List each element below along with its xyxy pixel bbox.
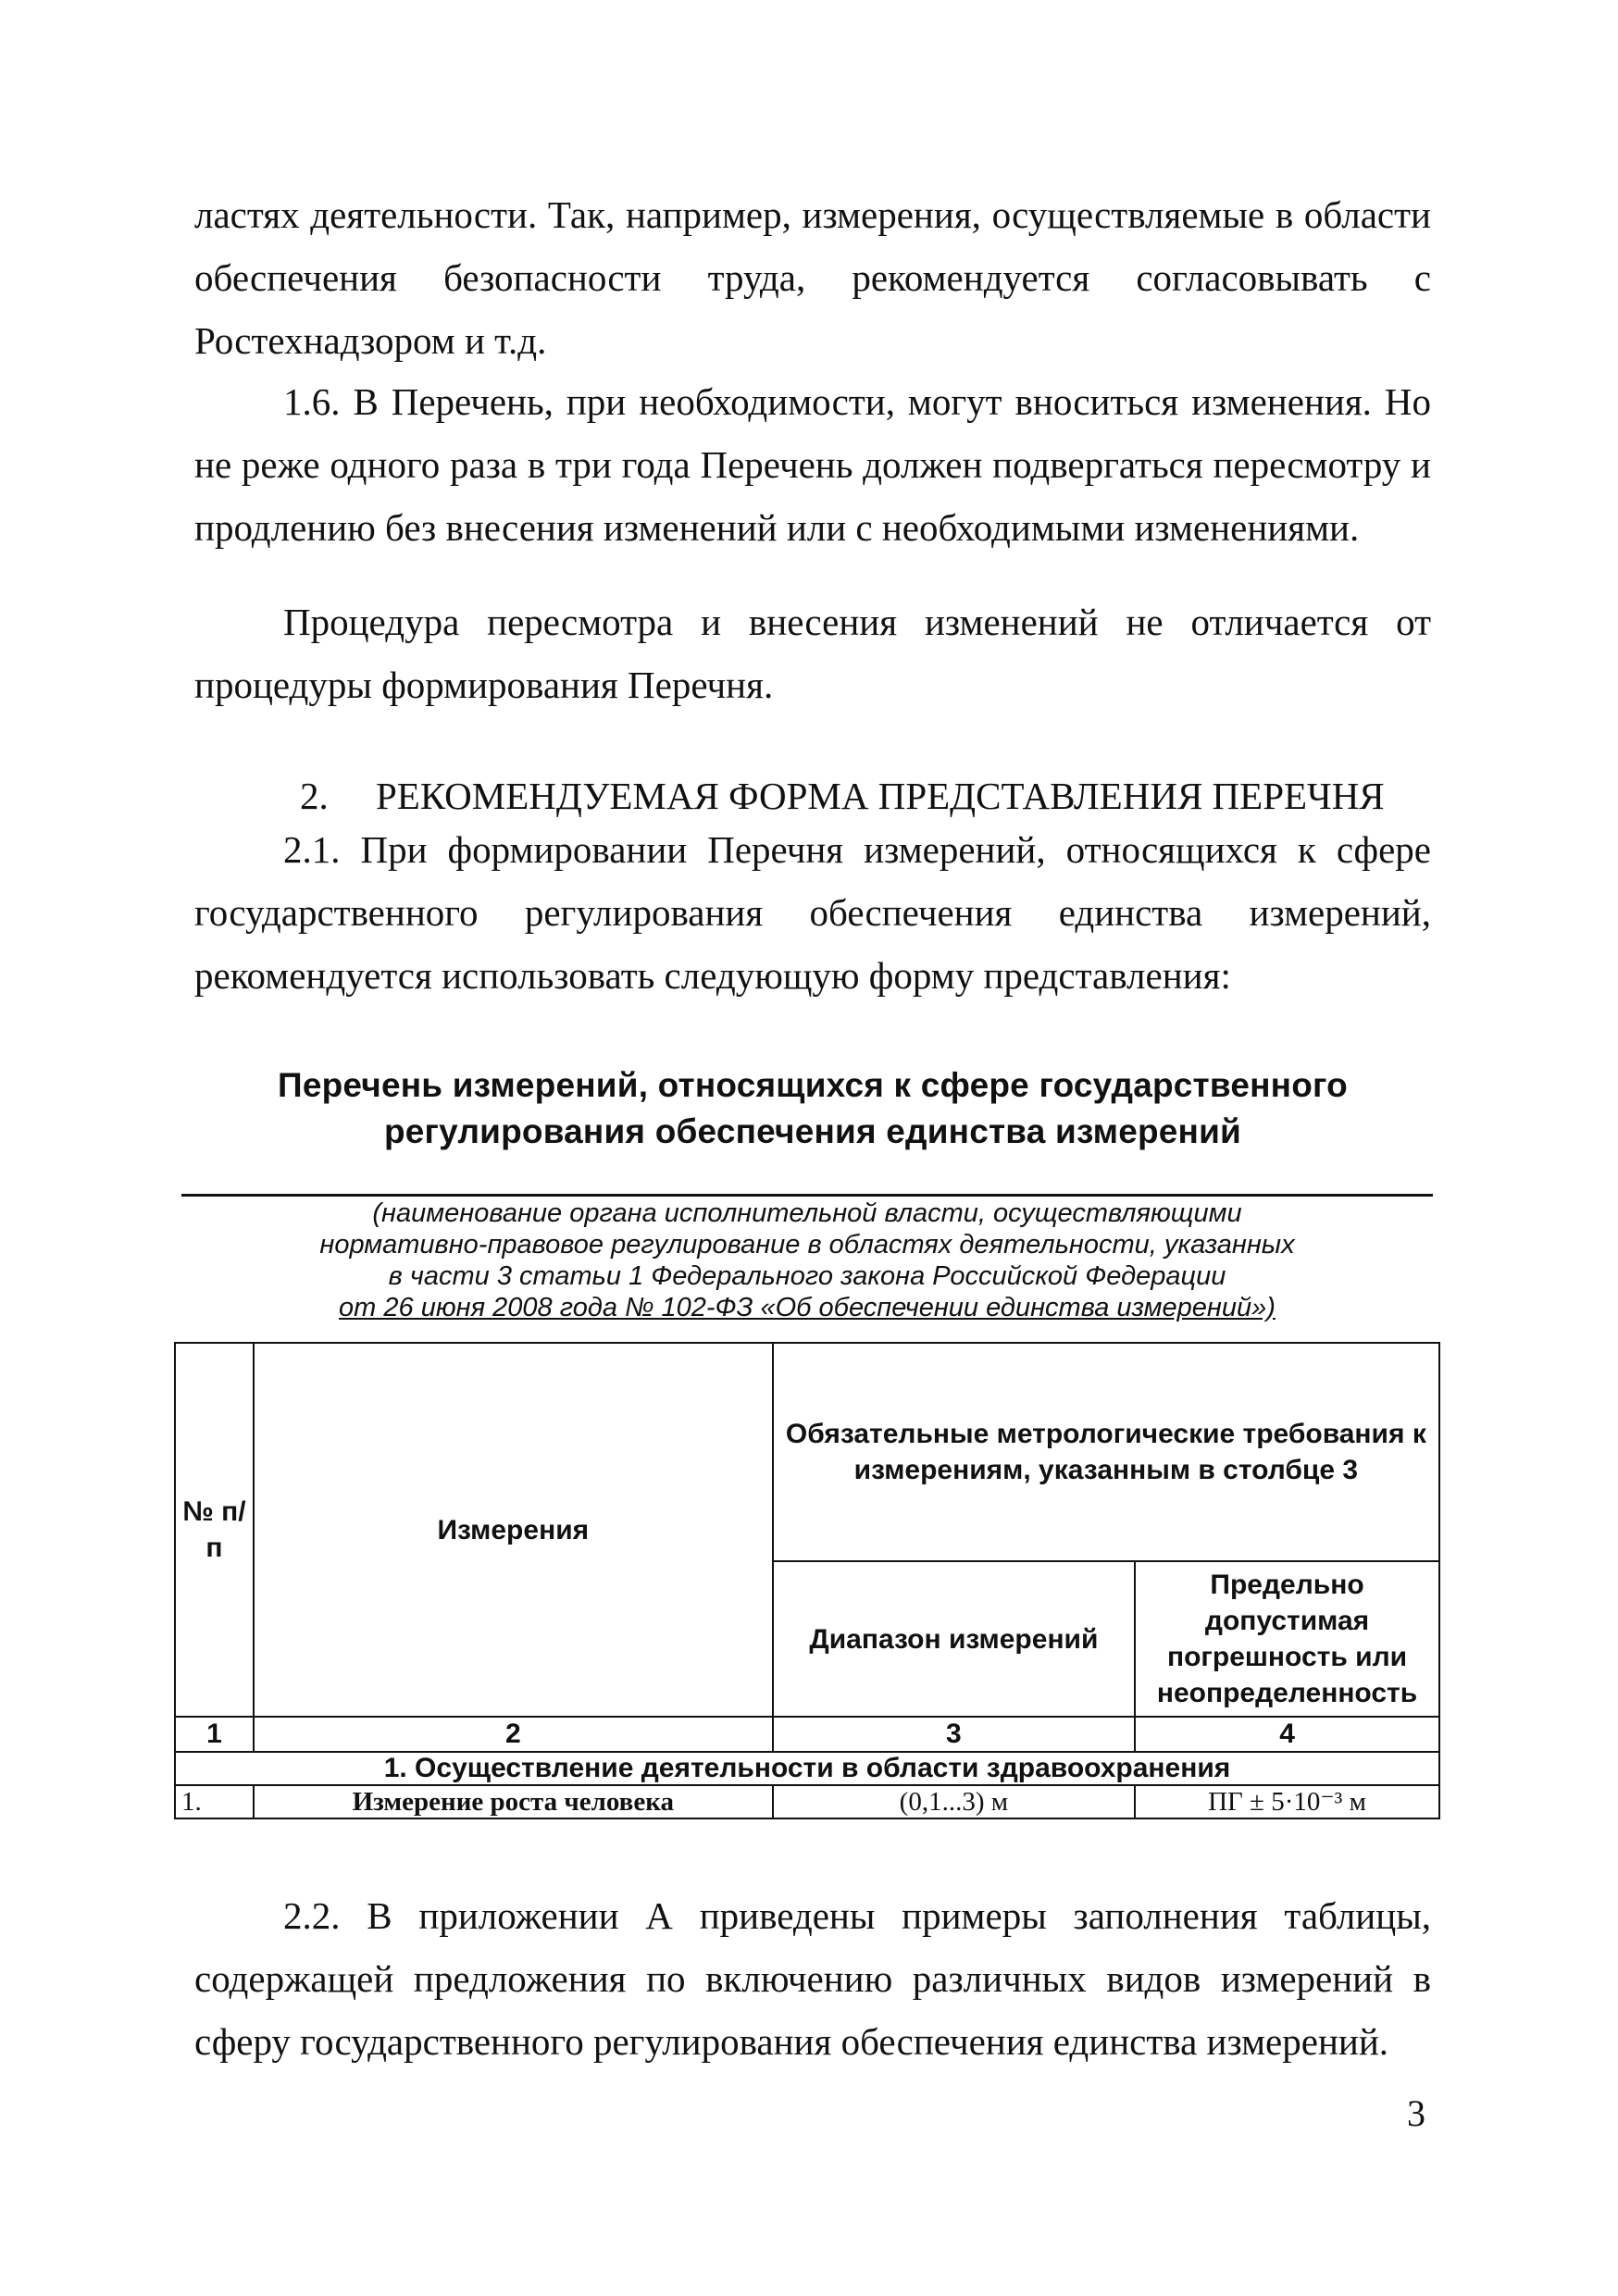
column-index: 3 (773, 1717, 1135, 1752)
form-title-line-1: Перечень измерений, относящихся к сфере государственного (278, 1066, 1348, 1104)
organization-caption (181, 1198, 1433, 1323)
organization-caption-line-2: нормативно-правовое регулирование в областях деятельности, указанных (319, 1230, 1295, 1260)
paragraph-1-6: 1.6. В Перечень, при необходимости, могут вноситься изменения. Но не реже одного раза в три года Перечень должен подвергаться пересмотру и продлению без внесения изменений или с необходимыми изменениями. (194, 380, 1431, 549)
organization-caption-line-4: от 26 июня 2008 года № 102-ФЗ «Об обеспечении единства измерений») (339, 1293, 1276, 1322)
section-number: 2. (300, 775, 329, 817)
table-header-row (175, 1343, 1439, 1561)
section-heading (194, 768, 1431, 824)
row-error: ПГ ± 5·10⁻³ м (1135, 1785, 1439, 1818)
row-measurement: Измерение роста человека (254, 1785, 773, 1818)
header-range: Диапазон измерений (773, 1561, 1135, 1717)
header-requirements: Обязательные метрологические требования к измерениям, указанным в столбце 3 (773, 1343, 1439, 1561)
organization-caption-line-1: (наименование органа исполнительной власти, осуществляющими (372, 1198, 1242, 1228)
table-row (175, 1785, 1439, 1818)
section-row-title: 1. Осуществление деятельности в области здравоохранения (175, 1752, 1439, 1785)
paragraph-continuation: ластях деятельности. Так, например, измерения, осуществляемые в области обеспечения безопасности труда, рекомендуется согласовывать с Ростехнадзором и т.д. (194, 193, 1431, 362)
column-index: 2 (254, 1717, 773, 1752)
row-number: 1. (175, 1785, 254, 1818)
page-number: 3 (1407, 2092, 1425, 2134)
organization-name-line (181, 1194, 1433, 1197)
paragraph-2-1: 2.1. При формировании Перечня измерений, относящихся к сфере государственного регулирования обеспечения единства измерений, рекомендуется использовать следующую форму представления: (194, 828, 1431, 997)
column-index: 4 (1135, 1717, 1439, 1752)
header-error: Предельно допустимая погрешность или неопределенность (1135, 1561, 1439, 1717)
column-index-row (175, 1717, 1439, 1752)
measurements-table (174, 1342, 1440, 1819)
section-title: РЕКОМЕНДУЕМАЯ ФОРМА ПРЕДСТАВЛЕНИЯ ПЕРЕЧНЯ (376, 775, 1385, 817)
row-range: (0,1...3) м (773, 1785, 1135, 1818)
paragraph-procedure: Процедура пересмотра и внесения изменений не отличается от процедуры формирования Перечня. (194, 601, 1431, 706)
header-measurements: Измерения (254, 1343, 773, 1717)
table-section-row (175, 1752, 1439, 1785)
form-title-line-2: регулирования обеспечения единства измерений (383, 1112, 1242, 1150)
column-index: 1 (175, 1717, 254, 1752)
header-number: № п/п (175, 1343, 254, 1717)
organization-caption-line-3: в части 3 статьи 1 Федерального закона Российской Федерации (388, 1261, 1226, 1291)
form-title (194, 1062, 1431, 1155)
paragraph-2-2: 2.2. В приложении А приведены примеры заполнения таблицы, содержащей предложения по включению различных видов измерений в сферу государственного регулирования обеспечения единства измерений. (194, 1894, 1431, 2063)
